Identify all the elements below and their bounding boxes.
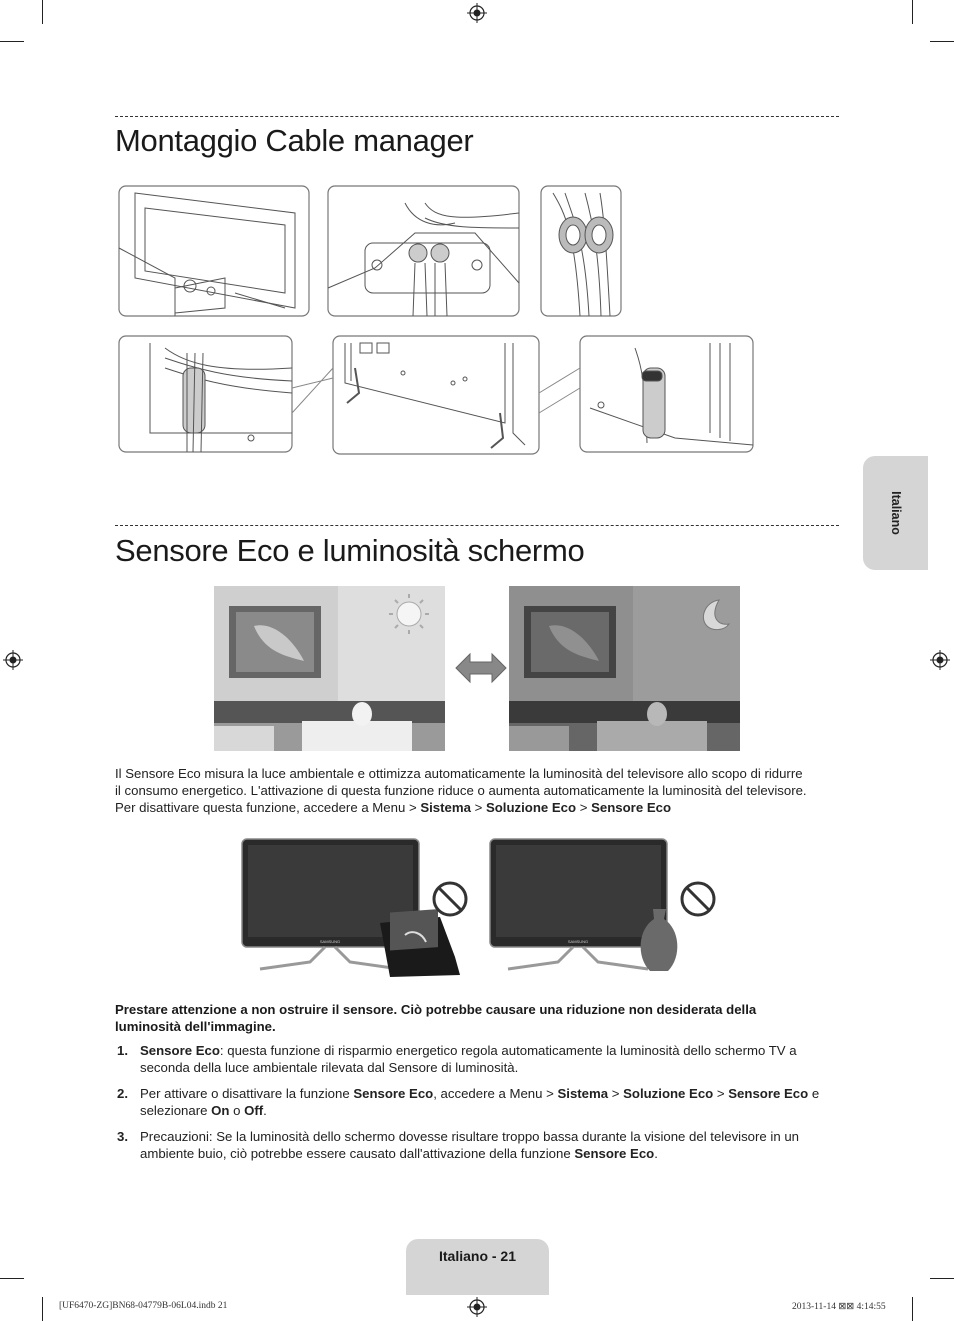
list-number: 1. bbox=[117, 1043, 128, 1058]
section-divider bbox=[115, 116, 839, 117]
language-side-tab-label: Italiano bbox=[888, 491, 903, 535]
item-text: , accedere a Menu > bbox=[433, 1086, 558, 1101]
sensor-obstruction-illustration bbox=[240, 837, 716, 982]
page-number-tab: Italiano - 21 bbox=[406, 1239, 549, 1295]
menu-soluzione-eco: Soluzione Eco bbox=[485, 800, 577, 815]
item-bold: Sensore Eco bbox=[140, 1043, 220, 1058]
item-text: Per attivare o disattivare la funzione bbox=[140, 1086, 354, 1101]
item-bold: On bbox=[211, 1103, 230, 1118]
list-item bbox=[115, 1042, 845, 1076]
item-bold: Sensore Eco bbox=[353, 1086, 434, 1101]
tv-brand-label: SAMSUNG bbox=[319, 939, 341, 944]
registration-mark-icon bbox=[930, 650, 950, 670]
language-side-tab bbox=[863, 456, 928, 570]
item-text: selezionare bbox=[140, 1103, 212, 1118]
menu-separator: > bbox=[470, 800, 486, 815]
list-number: 2. bbox=[117, 1086, 128, 1101]
registration-mark-icon bbox=[467, 1297, 487, 1317]
item-text: ambiente buio, ciò potrebbe essere causato dall'attivazione della funzione bbox=[140, 1146, 575, 1161]
item-bold: Off bbox=[244, 1103, 264, 1118]
feature-list bbox=[115, 1042, 845, 1162]
intro-line-3: Per disattivare questa funzione, accedere a Menu > bbox=[115, 800, 421, 815]
crop-mark bbox=[930, 41, 954, 42]
warning-text bbox=[115, 1001, 835, 1035]
menu-separator: > bbox=[576, 800, 592, 815]
registration-mark-icon bbox=[3, 650, 23, 670]
item-text: > bbox=[608, 1086, 624, 1101]
item-text: seconda della luce ambientale rilevata dal Sensore di luminosità. bbox=[140, 1060, 519, 1075]
crop-mark bbox=[912, 1297, 913, 1321]
footer-file-info: [UF6470-ZG]BN68-04779B-06L04.indb 21 bbox=[59, 1301, 228, 1311]
tv-brand-label: SAMSUNG bbox=[567, 939, 589, 944]
item-text: > bbox=[713, 1086, 729, 1101]
item-bold: Soluzione Eco bbox=[623, 1086, 714, 1101]
crop-mark bbox=[42, 1297, 43, 1321]
footer-timestamp: 2013-11-14 ⊠⊠ 4:14:55 bbox=[792, 1302, 886, 1312]
crop-mark bbox=[0, 1278, 24, 1279]
menu-sistema: Sistema bbox=[420, 800, 471, 815]
warning-line-1: Prestare attenzione a non ostruire il sensore. Ciò potrebbe causare una riduzione non desiderata della bbox=[115, 1002, 757, 1017]
item-bold: Sistema bbox=[557, 1086, 609, 1101]
crop-mark bbox=[912, 0, 913, 24]
warning-line-2: luminosità dell'immagine. bbox=[115, 1019, 276, 1034]
item-text: Precauzioni: Se la luminosità dello schermo dovesse risultare troppo bassa durante la visione del televisore in un bbox=[140, 1129, 800, 1144]
list-item bbox=[115, 1085, 845, 1119]
intro-line-2: il consumo energetico. L'attivazione di questa funzione riduce o aumenta automaticamente la luminosità del televisore. bbox=[115, 783, 807, 798]
list-number: 3. bbox=[117, 1129, 128, 1144]
section-title-cable-manager: Montaggio Cable manager bbox=[115, 123, 474, 158]
list-item bbox=[115, 1128, 845, 1162]
section-divider bbox=[115, 525, 839, 526]
item-text: e bbox=[808, 1086, 820, 1101]
item-bold: Sensore Eco bbox=[728, 1086, 809, 1101]
item-bold: Sensore Eco bbox=[574, 1146, 655, 1161]
registration-mark-icon bbox=[467, 3, 487, 23]
intro-paragraph bbox=[115, 765, 843, 816]
crop-mark bbox=[930, 1278, 954, 1279]
item-text: . bbox=[654, 1146, 658, 1161]
crop-mark bbox=[42, 0, 43, 24]
item-text: o bbox=[229, 1103, 245, 1118]
menu-sensore-eco: Sensore Eco bbox=[591, 800, 672, 815]
section-title-eco-sensor: Sensore Eco e luminosità schermo bbox=[115, 533, 585, 568]
crop-mark bbox=[0, 41, 24, 42]
cable-manager-illustrations bbox=[115, 183, 760, 459]
item-text: : questa funzione di risparmio energetico regola automaticamente la luminosità dello schermo TV a bbox=[219, 1043, 797, 1058]
eco-sensor-room-illustration bbox=[214, 586, 741, 752]
intro-line-1: Il Sensore Eco misura la luce ambientale e ottimizza automaticamente la luminosità del televisore allo scopo di ridurre bbox=[115, 766, 803, 781]
item-text: . bbox=[263, 1103, 267, 1118]
